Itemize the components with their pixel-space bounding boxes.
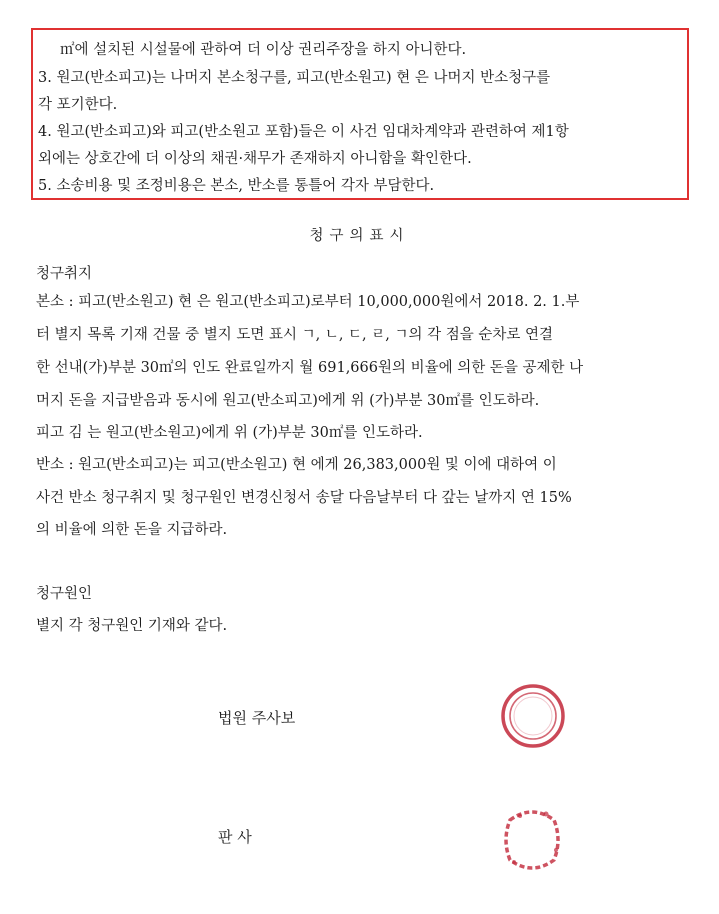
cause-heading: 청구원인 — [36, 586, 93, 602]
claim-line: 한 선내(가)부분 30㎡의 인도 완료일까지 월 691,666원의 비율에 의한 돈을 공제한 나 — [36, 360, 584, 376]
section-title: 청구의표시 — [309, 228, 410, 244]
judge-seal-stamp — [500, 800, 564, 880]
counterclaim-line: 반소 : 원고(반소피고)는 피고(반소원고) 현 에게 26,383,000원 및 이에 대하여 이 — [36, 457, 557, 473]
court-clerk-label: 법원 주사보 — [218, 709, 296, 727]
judge-label: 판 사 — [218, 828, 252, 846]
clerk-seal-stamp — [497, 680, 569, 752]
clause-4: 4. 원고(반소피고)와 피고(반소원고 포함)들은 이 사건 임대차계약과 관련하여 제1항 — [38, 124, 569, 140]
claim-heading: 청구취지 — [36, 266, 93, 282]
claim-line: 터 별지 목록 기재 건물 중 별지 도면 표시 ㄱ, ㄴ, ㄷ, ㄹ, ㄱ의 각 점을 순차로 연결 — [36, 327, 553, 343]
counterclaim-line: 의 비율에 의한 돈을 지급하라. — [36, 522, 228, 538]
claim-line: 피고 김 는 원고(반소원고)에게 위 (가)부분 30㎡를 인도하라. — [36, 425, 423, 441]
clause-3-continued: 각 포기한다. — [38, 97, 118, 113]
clause-4-continued: 외에는 상호간에 더 이상의 채권·채무가 존재하지 아니함을 확인한다. — [38, 151, 472, 167]
claim-line: 본소 : 피고(반소원고) 현 은 원고(반소피고)로부터 10,000,000원에서 2018. 2. 1.부 — [36, 294, 580, 310]
counterclaim-line: 사건 반소 청구취지 및 청구원인 변경신청서 송달 다음날부터 다 갚는 날까지 연 15% — [36, 490, 572, 506]
cause-text: 별지 각 청구원인 기재와 같다. — [36, 618, 228, 634]
clause-2-continued: ㎡에 설치된 시설물에 관하여 더 이상 권리주장을 하지 아니한다. — [60, 42, 467, 58]
clause-5: 5. 소송비용 및 조정비용은 본소, 반소를 통틀어 각자 부담한다. — [38, 178, 435, 194]
clause-3: 3. 원고(반소피고)는 나머지 본소청구를, 피고(반소원고) 현 은 나머지 반소청구를 — [38, 70, 551, 86]
claim-line: 머지 돈을 지급받음과 동시에 원고(반소피고)에게 위 (가)부분 30㎡를 인도하라. — [36, 393, 540, 409]
